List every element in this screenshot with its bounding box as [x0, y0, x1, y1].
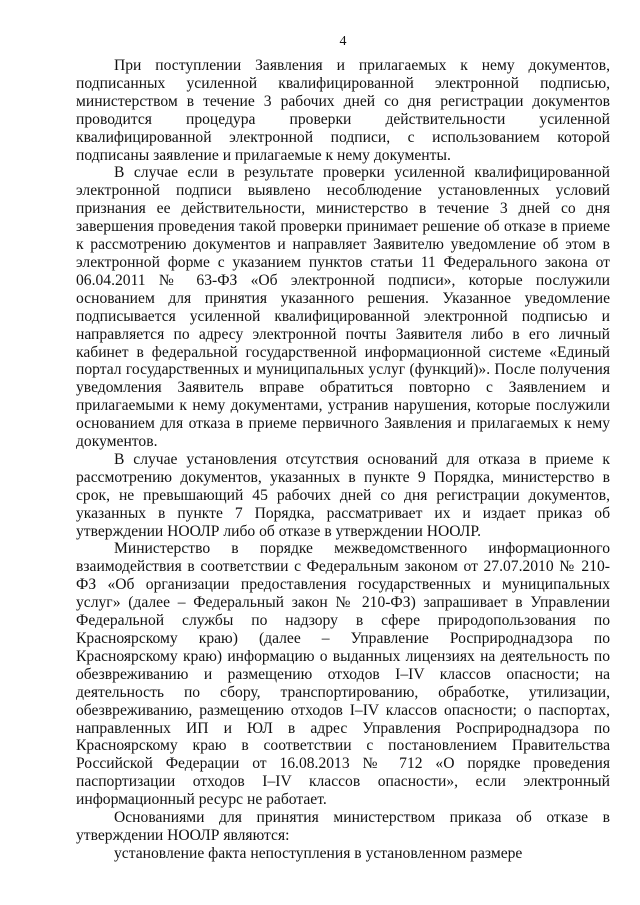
paragraph-no-grounds-for-refusal: В случае установления отсутствия оснований для отказа в приеме к рассмотрению документов, указанных в пункте 9 Порядка, министерство в срок, не превышающий 45 рабочих дней со дня регистрации документов, указанных в пункте 7 Порядка, рассматривает их и издает приказ об утверждении НООЛР либо об отказе в утверждении НООЛР.	[76, 450, 610, 540]
paragraph-refusal-grounds-intro: Основаниями для принятия министерством приказа об отказе в утверждении НООЛР являются:	[76, 809, 610, 844]
paragraph-interagency-request: Министерство в порядке межведомственного информационного взаимодействия в соответствии с Федеральным законом от 27.07.2010 № 210-ФЗ «Об организации предоставления государственных и муниципальных услуг» (далее – Федеральный закон № 210-ФЗ) запрашивает в Управлении Федеральной службы по надзору в сфере природопользования по Красноярскому краю) (далее – Управление Росприроднадзора по Красноярскому краю) информацию о выданных лицензиях на деятельность по обезвреживанию и размещению отходов I–IV классов опасности; на деятельность по сбору, транспортированию, обработке, утилизации, обезвреживанию, размещению отходов I–IV классов опасности; о паспортах, направленных ИП и ЮЛ в адрес Управления Росприроднадзора по Красноярскому краю в соответствии с постановлением Правительства Российской Федерации от 16.08.2013 № 712 «О порядке проведения паспортизации отходов I–IV классов опасности», если электронный информационный ресурс не работает.	[76, 540, 610, 809]
paragraph-refusal-ground-1: установление факта непоступления в установленном размере	[114, 844, 523, 862]
paragraph-signature-verification: При поступлении Заявления и прилагаемых к нему документов, подписанных усиленной квалифицированной электронной подписью, министерством в течение 3 рабочих дней со дня регистрации документов проводится процедура проверки действительности усиленной квалифицированной электронной подписи, с использованием которой подписаны заявление и прилагаемые к нему документы.	[76, 57, 610, 164]
paragraph-signature-invalid: В случае если в результате проверки усиленной квалифицированной электронной подписи выявлено несоблюдение установленных условий признания ее действительности, министерство в течение 3 дней со дня завершения проведения такой проверки принимает решение об отказе в приеме к рассмотрению документов и направляет Заявителю уведомление об этом в электронной форме с указанием пунктов статьи 11 Федерального закона от 06.04.2011 № 63-ФЗ «Об электронной подписи», которые послужили основанием для принятия указанного решения. Указанное уведомление подписывается усиленной квалифицированной электронной подписью и направляется по адресу электронной почты Заявителя либо в его личный кабинет в федеральной государственной информационной системе «Единый портал государственных и муниципальных услуг (функций)». После получения уведомления Заявитель вправе обратиться повторно с Заявлением и прилагаемыми к нему документами, устранив нарушения, которые послужили основанием для отказа в приеме первичного Заявления и прилагаемых к нему документов.	[76, 164, 610, 451]
page-number: 4	[339, 34, 347, 49]
